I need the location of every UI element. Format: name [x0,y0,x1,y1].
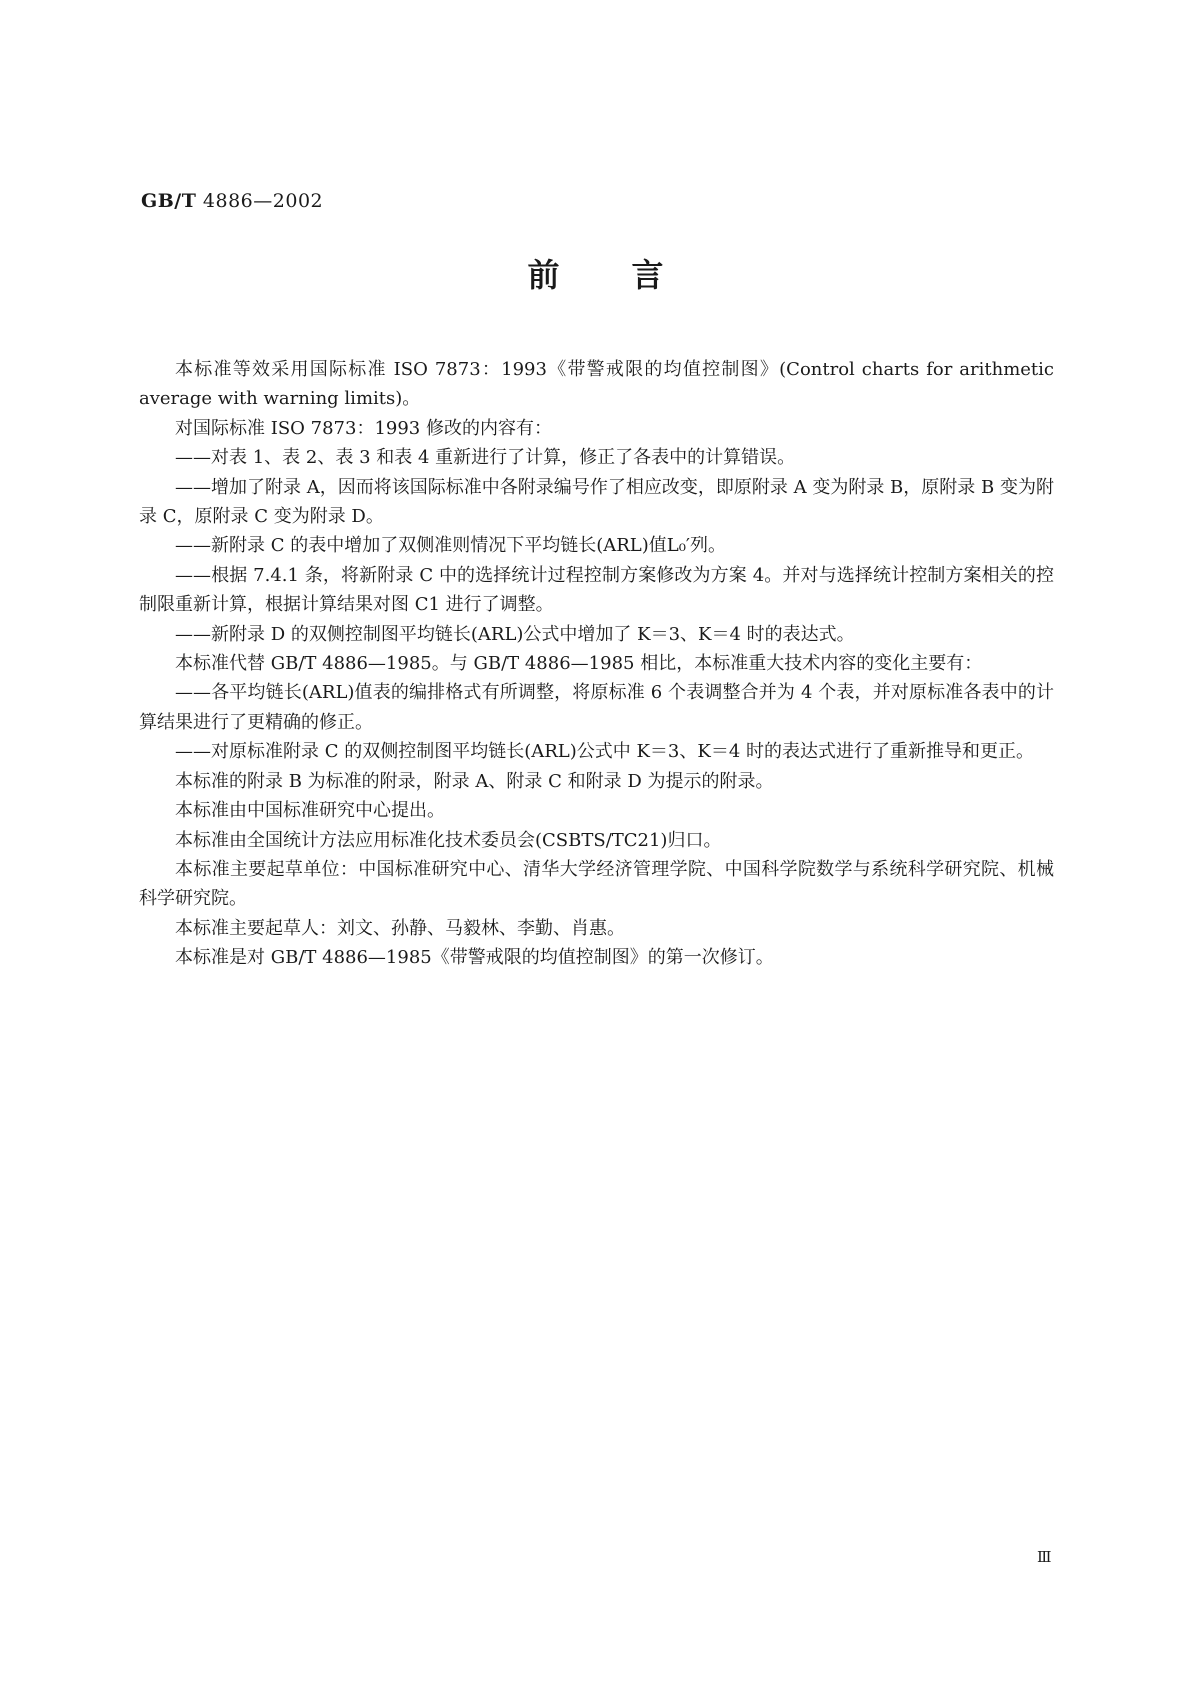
paragraph-2: 对国际标准 ISO 7873：1993 修改的内容有： [175,417,552,439]
paragraph-10: ——对原标准附录 C 的双侧控制图平均链长(ARL)公式中 K＝3、K＝4 时的表达式进行了重新推导和更正。 [175,741,1035,763]
paragraph-12: 本标准由中国标准研究中心提出。 [175,800,445,822]
paragraph-8: 本标准代替 GB/T 4886—1985。与 GB/T 4886—1985 相比，本标准重大技术内容的变化主要有： [175,653,983,675]
standard-code [141,190,323,212]
paragraph-16: 本标准是对 GB/T 4886—1985《带警戒限的均值控制图》的第一次修订。 [175,947,774,969]
paragraph-4: ——增加了附录 A，因而将该国际标准中各附录编号作了相应改变，即原附录 A 变为附录 B，原附录 B 变为附录 C，原附录 C 变为附录 D。 [139,476,1054,528]
paragraph-6: ——根据 7.4.1 条，将新附录 C 中的选择统计过程控制方案修改为方案 4。并对与选择统计控制方案相关的控制限重新计算，根据计算结果对图 C1 进行了调整。 [139,564,1054,616]
paragraph-7: ——新附录 D 的双侧控制图平均链长(ARL)公式中增加了 K＝3、K＝4 时的表达式。 [175,623,855,645]
paragraph-14: 本标准主要起草单位：中国标准研究中心、清华大学经济管理学院、中国科学院数学与系统科学研究院、机械科学研究院。 [139,858,1054,910]
paragraph-1: 本标准等效采用国际标准 ISO 7873：1993《带警戒限的均值控制图》(Control charts for arithmetic average with warning limits)。 [139,359,1054,410]
paragraph-13: 本标准由全国统计方法应用标准化技术委员会(CSBTS/TC21)归口。 [175,829,722,851]
page-number: Ⅲ [1037,1548,1052,1566]
paragraph-3: ——对表 1、表 2、表 3 和表 4 重新进行了计算，修正了各表中的计算错误。 [175,447,796,469]
page-title: 前言 [527,256,736,294]
standard-number: 4886—2002 [202,190,324,212]
paragraph-15: 本标准主要起草人：刘文、孙静、马毅林、李勤、肖惠。 [175,917,625,939]
paragraph-9: ——各平均链长(ARL)值表的编排格式有所调整，将原标准 6 个表调整合并为 4 个表，并对原标准各表中的计算结果进行了更精确的修正。 [139,682,1054,733]
paragraph-5: ——新附录 C 的表中增加了双侧准则情况下平均链长(ARL)值L₀′列。 [175,535,727,557]
foreword-body [139,355,1054,973]
standard-prefix: GB/T [141,190,197,212]
paragraph-11: 本标准的附录 B 为标准的附录，附录 A、附录 C 和附录 D 为提示的附录。 [175,770,774,792]
